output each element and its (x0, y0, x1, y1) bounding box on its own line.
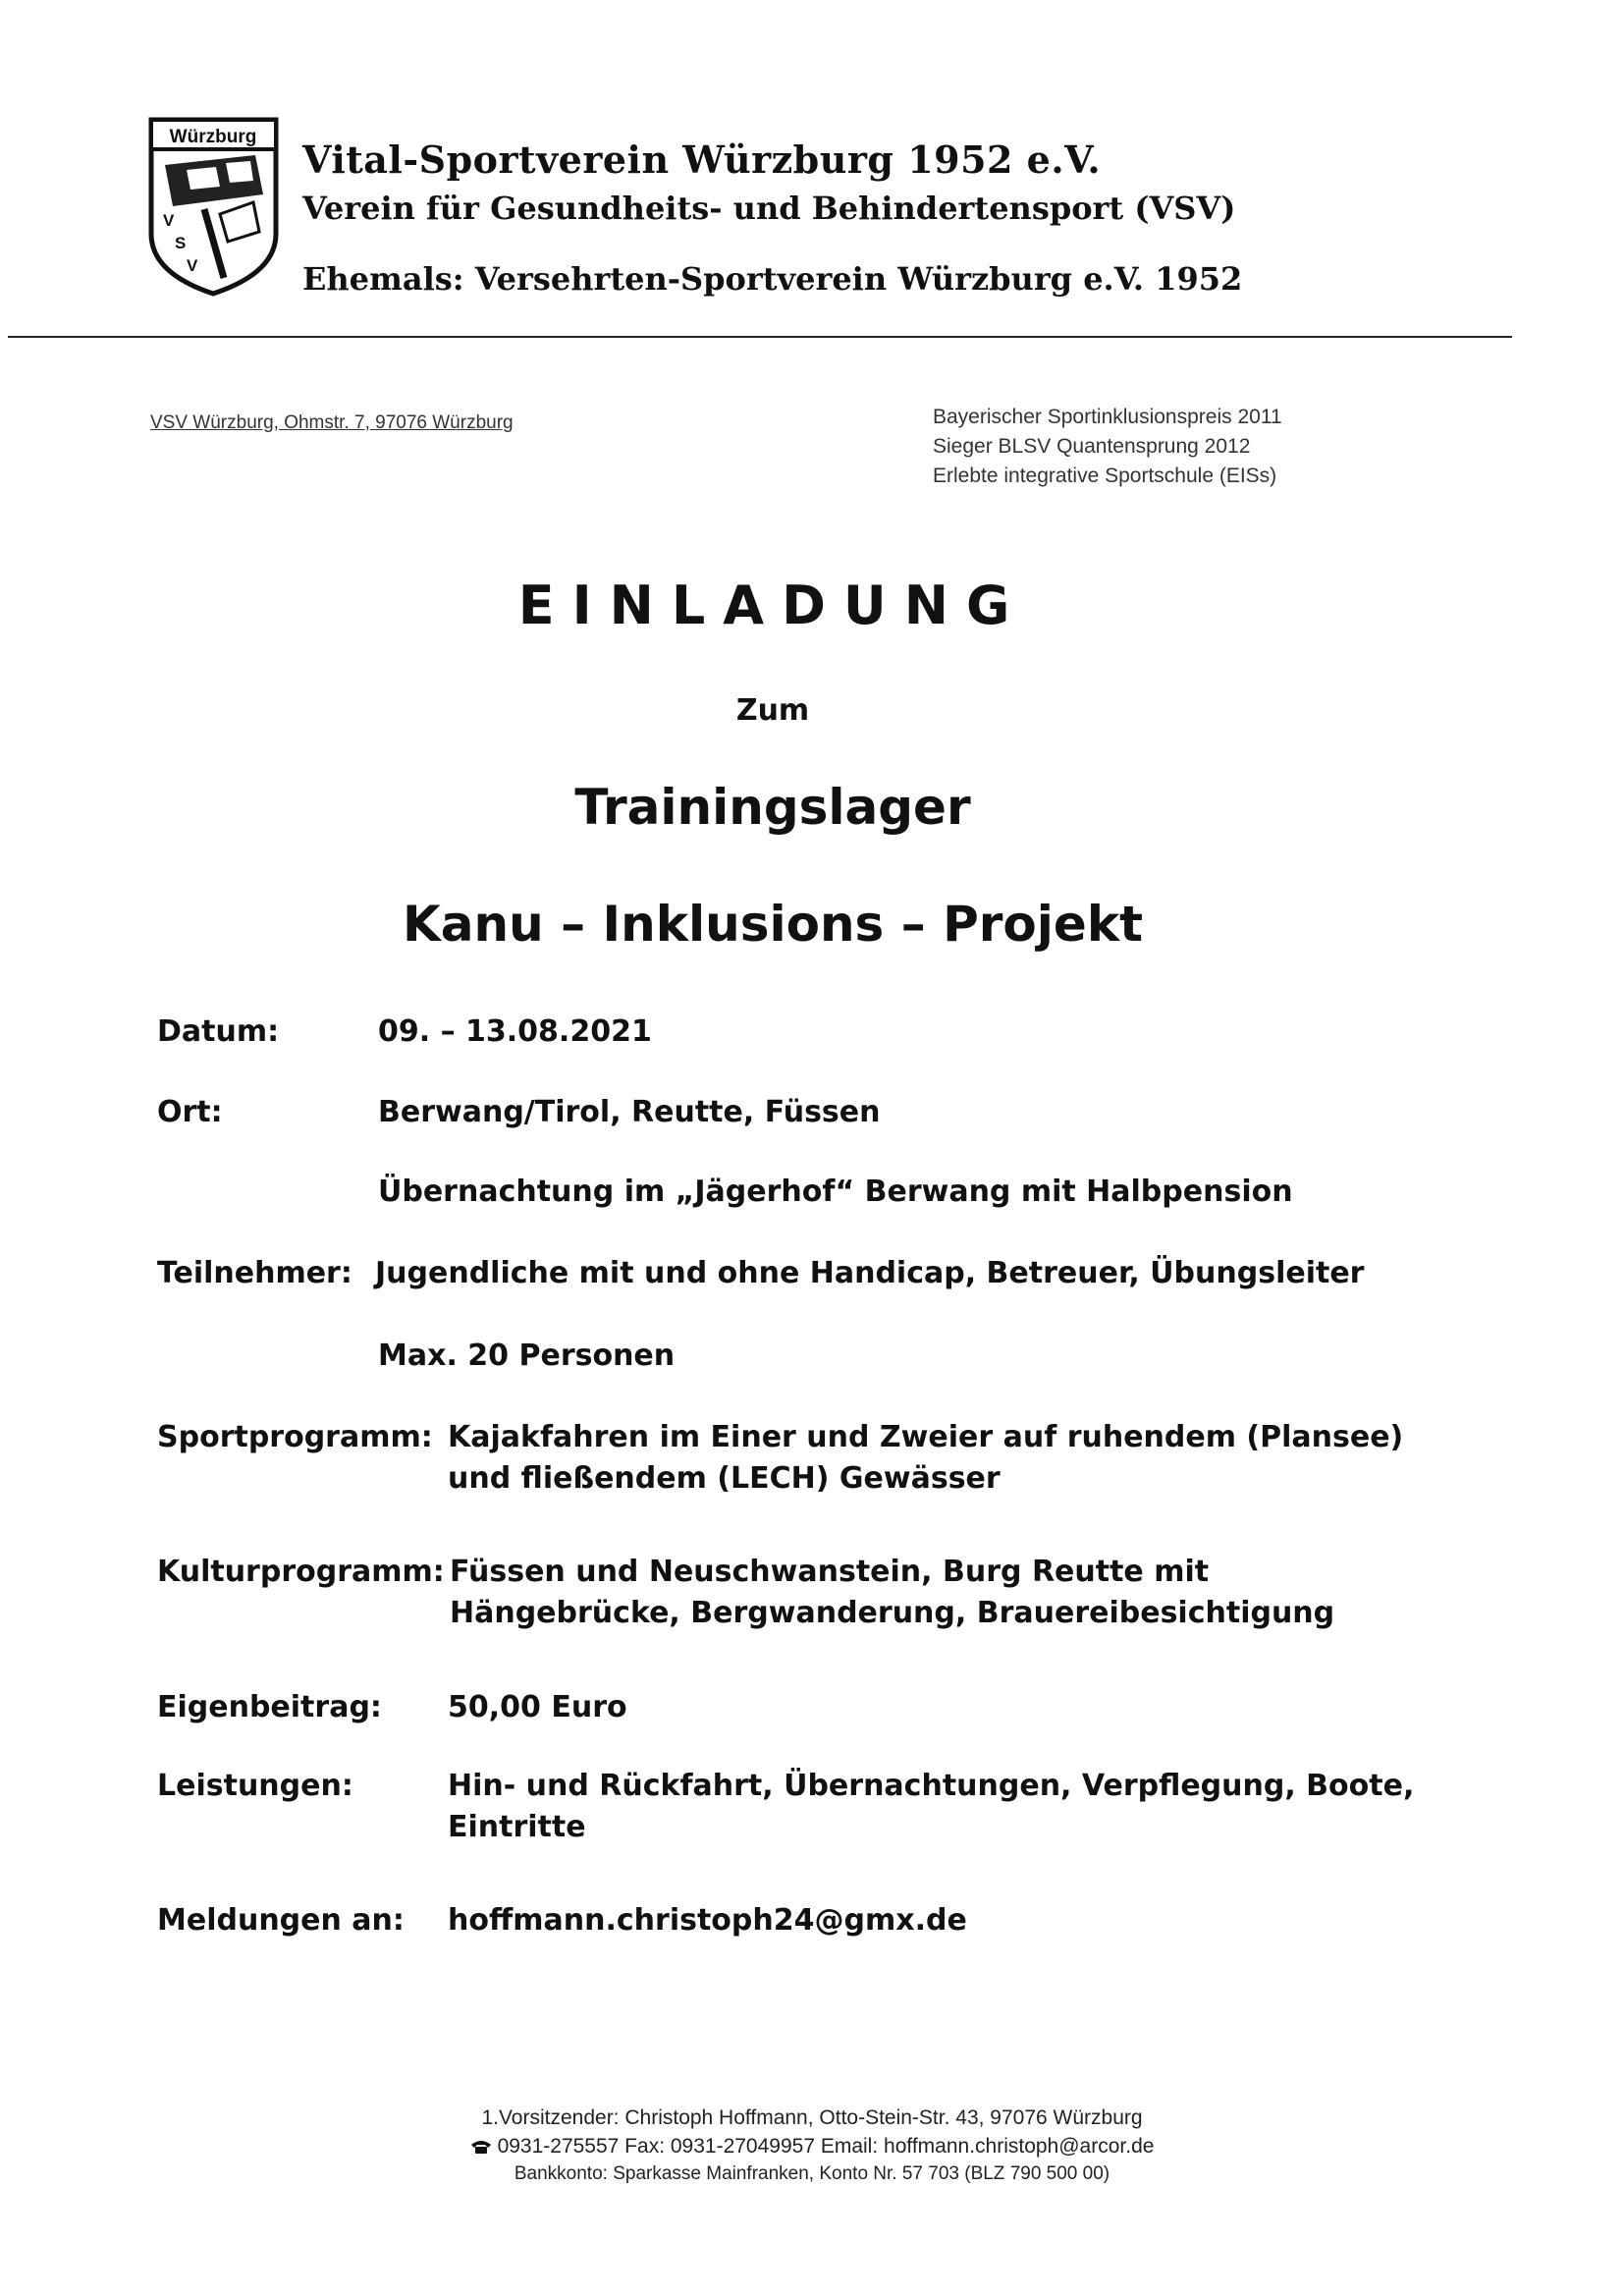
footer-bank: Bankkonto: Sparkasse Mainfranken, Konto Nr. 57 703 (BLZ 790 500 00) (514, 2163, 1110, 2184)
kulturprogramm-line: Füssen und Neuschwanstein, Burg Reutte mit (450, 1555, 1210, 1589)
sender-address: VSV Würzburg, Ohmstr. 7, 97076 Würzburg (150, 412, 514, 433)
org-name: Vital-Sportverein Würzburg 1952 e.V. (302, 137, 1102, 182)
leistungen-line: Hin- und Rückfahrt, Übernachtungen, Verpflegung, Boote, (448, 1769, 1415, 1803)
logo-letter-v1: V (163, 211, 175, 230)
teilnehmer-label: Teilnehmer: (157, 1256, 352, 1290)
meldungen-label: Meldungen an: (157, 1903, 405, 1938)
org-subtitle: Verein für Gesundheits- und Behindertensport (VSV) (302, 190, 1236, 227)
club-logo (147, 116, 280, 298)
invitation-zum: Zum (735, 693, 810, 728)
footer-contact-text: 0931-275557 Fax: 0931-27049957 Email: hoffmann.christoph@arcor.de (497, 2135, 1155, 2158)
ort-label: Ort: (157, 1095, 223, 1129)
logo-letter-s: S (175, 234, 187, 252)
sportprogramm-label: Sportprogramm: (157, 1420, 433, 1454)
phone-icon (470, 2139, 492, 2155)
ort-value: Berwang/Tirol, Reutte, Füssen (378, 1095, 881, 1129)
datum-label: Datum: (157, 1014, 280, 1049)
teilnehmer-value: Jugendliche mit und ohne Handicap, Betreuer, Übungsleiter (375, 1256, 1365, 1290)
uebernachtung-value: Übernachtung im „Jägerhof“ Berwang mit Halbpension (378, 1175, 1293, 1209)
kulturprogramm-label: Kulturprogramm: (157, 1555, 445, 1589)
eigenbeitrag-value: 50,00 Euro (448, 1690, 627, 1724)
max-value: Max. 20 Personen (378, 1339, 676, 1373)
award-item: Erlebte integrative Sportschule (EISs) (933, 465, 1277, 487)
kulturprogramm-line: Hängebrücke, Bergwanderung, Brauereibesichtigung (450, 1596, 1335, 1630)
award-item: Sieger BLSV Quantensprung 2012 (933, 435, 1251, 458)
logo-letter-v2: V (187, 256, 198, 275)
leistungen-line: Eintritte (448, 1810, 586, 1844)
leistungen-label: Leistungen: (157, 1769, 353, 1803)
sportprogramm-line: Kajakfahren im Einer und Zweier auf ruhendem (Plansee) (448, 1420, 1404, 1454)
logo-text: Würzburg (169, 127, 257, 147)
invitation-title: EINLADUNG (517, 574, 1028, 636)
eigenbeitrag-label: Eigenbeitrag: (157, 1690, 382, 1724)
org-former-name: Ehemals: Versehrten-Sportverein Würzburg e.V. 1952 (302, 260, 1243, 298)
meldungen-email[interactable]: hoffmann.christoph24@gmx.de (448, 1903, 967, 1938)
sportprogramm-line: und fließendem (LECH) Gewässer (448, 1461, 1001, 1496)
footer-contact (0, 2135, 1624, 2159)
award-item: Bayerischer Sportinklusionspreis 2011 (933, 406, 1282, 428)
datum-value: 09. – 13.08.2021 (378, 1014, 652, 1049)
footer-chairman: 1.Vorsitzender: Christoph Hoffmann, Otto-Stein-Str. 43, 97076 Würzburg (481, 2106, 1143, 2129)
header-divider (8, 336, 1512, 338)
invitation-project: Kanu – Inklusions – Projekt (403, 896, 1143, 953)
awards-list (933, 403, 1282, 491)
invitation-subtitle: Trainingslager (574, 779, 971, 836)
